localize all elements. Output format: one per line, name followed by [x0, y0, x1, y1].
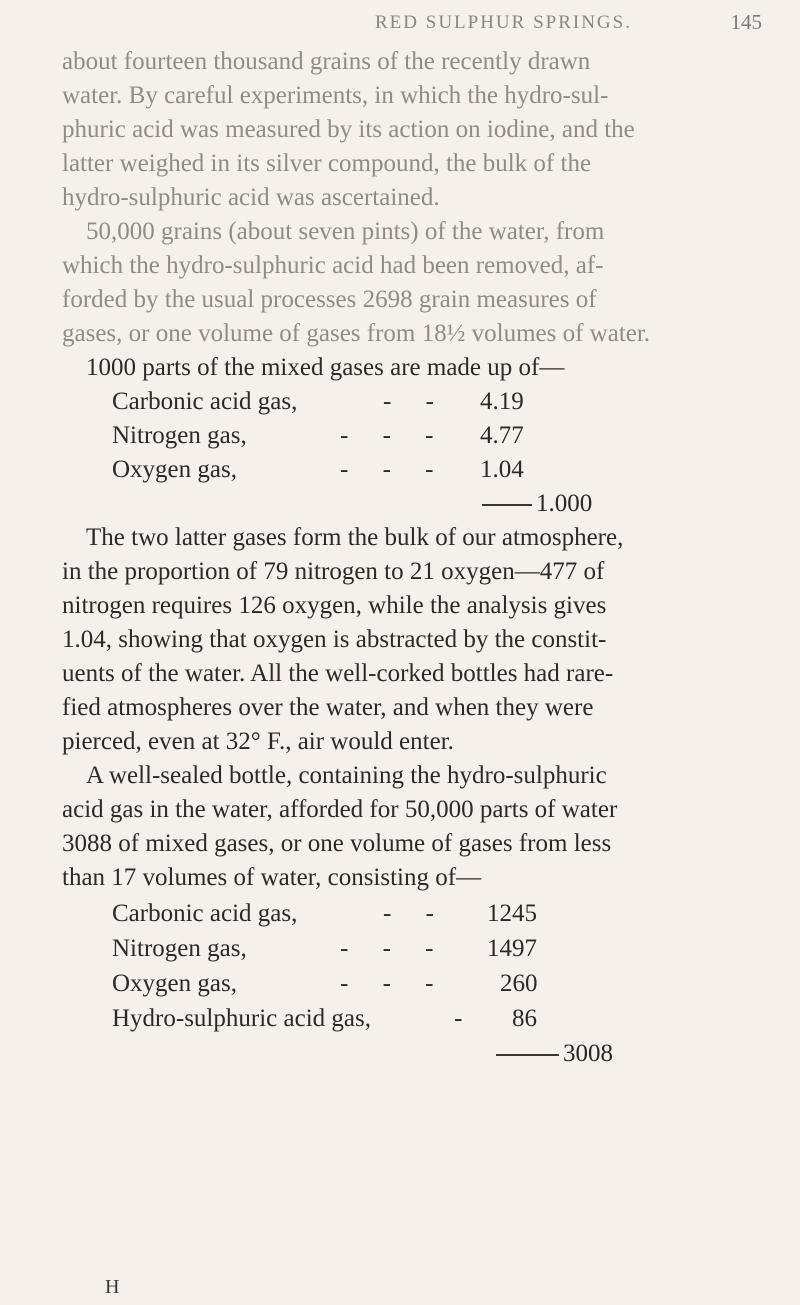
- gas-name: Nitrogen gas,: [112, 422, 247, 449]
- total-rule: [496, 1054, 559, 1056]
- leader-dashes: - - -: [340, 422, 448, 449]
- gas-value: 1.04: [480, 456, 524, 483]
- leader-dashes: - -: [383, 388, 448, 415]
- paragraph-line: nitrogen requires 126 oxygen, while the analysis gives: [62, 592, 607, 619]
- leader-dashes: - - -: [340, 935, 448, 962]
- leader-dashes: - - -: [340, 456, 448, 483]
- paragraph-line: The two latter gases form the bulk of our atmosphere,: [86, 524, 624, 551]
- leader-dashes: - -: [383, 900, 448, 927]
- gas-name: Carbonic acid gas,: [112, 900, 298, 927]
- paragraph-line: forded by the usual processes 2698 grain measures of: [62, 286, 597, 313]
- page-header: [0, 6, 800, 42]
- paragraph-line: fied atmospheres over the water, and when they were: [62, 694, 594, 721]
- paragraph-line: in the proportion of 79 nitrogen to 21 oxygen—477 of: [62, 558, 605, 585]
- paragraph-line: 50,000 grains (about seven pints) of the water, from: [86, 218, 605, 245]
- gas-value: 86: [512, 1005, 537, 1032]
- gas-value: 1497: [487, 935, 537, 962]
- paragraph-line: A well-sealed bottle, containing the hydro-sulphuric: [86, 762, 607, 789]
- table-total: 3008: [563, 1040, 613, 1067]
- paragraph-line: hydro-sulphuric acid was ascertained.: [62, 184, 440, 211]
- leader-dashes: - - -: [340, 970, 448, 997]
- page-number: 145: [730, 10, 762, 34]
- gas-name: Carbonic acid gas,: [112, 388, 298, 415]
- paragraph-line: water. By careful experiments, in which the hydro-sul-: [62, 82, 609, 109]
- running-head: RED SULPHUR SPRINGS.: [375, 12, 632, 33]
- gas-value: 4.77: [480, 422, 524, 449]
- table-total: 1.000: [536, 490, 593, 517]
- gas-name: Oxygen gas,: [112, 970, 237, 997]
- table-intro: 1000 parts of the mixed gases are made up of—: [86, 354, 565, 381]
- paragraph-line: gases, or one volume of gases from 18½ volumes of water.: [62, 320, 651, 347]
- gas-name: Oxygen gas,: [112, 456, 237, 483]
- leader-dashes: -: [454, 1005, 477, 1032]
- gas-name: Nitrogen gas,: [112, 935, 247, 962]
- paragraph-line: which the hydro-sulphuric acid had been removed, af-: [62, 252, 604, 279]
- paragraph-line: uents of the water. All the well-corked bottles had rare-: [62, 660, 614, 687]
- total-rule: [482, 504, 532, 506]
- paragraph-line: acid gas in the water, afforded for 50,000 parts of water: [62, 796, 618, 823]
- gas-value: 260: [500, 970, 538, 997]
- paragraph-line: about fourteen thousand grains of the recently drawn: [62, 48, 591, 75]
- paragraph-line: 3088 of mixed gases, or one volume of gases from less: [62, 830, 612, 857]
- paragraph-line: than 17 volumes of water, consisting of—: [62, 864, 482, 891]
- paragraph-line: pierced, even at 32° F., air would enter.: [62, 728, 454, 755]
- gas-value: 4.19: [480, 388, 524, 415]
- paragraph-line: phuric acid was measured by its action on iodine, and the: [62, 116, 635, 143]
- gas-name: Hydro-sulphuric acid gas,: [112, 1005, 371, 1032]
- paragraph-line: latter weighed in its silver compound, the bulk of the: [62, 150, 592, 177]
- signature-mark: H: [105, 1276, 120, 1298]
- gas-value: 1245: [487, 900, 537, 927]
- paragraph-line: 1.04, showing that oxygen is abstracted by the constit-: [62, 626, 607, 653]
